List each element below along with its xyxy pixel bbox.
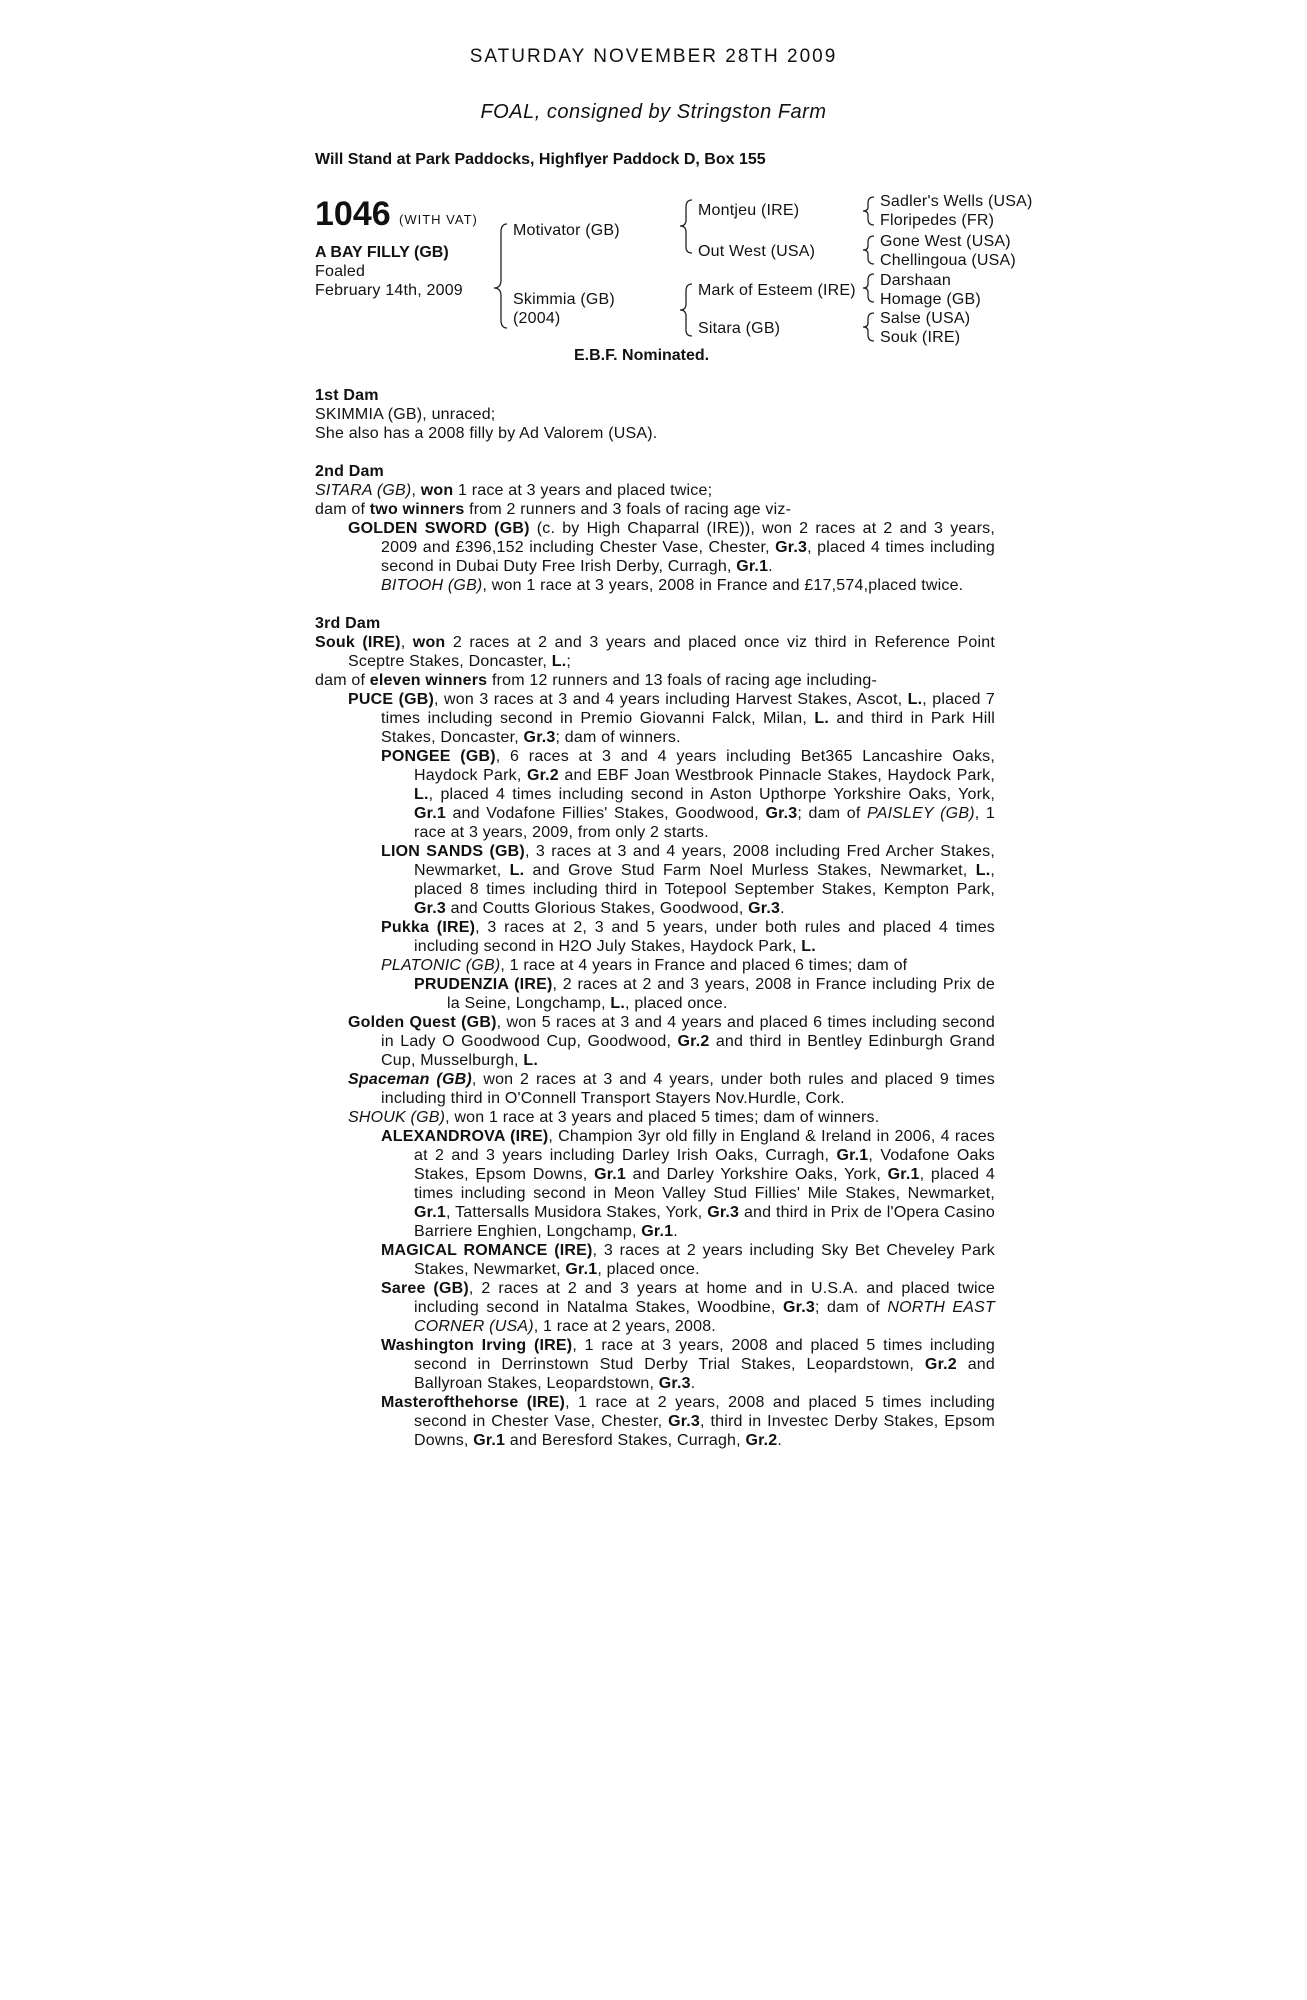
grade: Gr.3 [707,1204,740,1221]
text: dam of [315,672,370,689]
dam-year: (2004) [513,310,561,327]
text: , 2 races at 2 and 3 years at home and in U.S.A. and placed twice including second in Natalma Stakes, Woodbine, [414,1280,996,1316]
produce-entry [348,519,995,576]
consignor-line: FOAL, consigned by Stringston Farm [480,101,827,123]
dam-sire: Mark of Esteem (IRE) [698,282,856,299]
text: , placed 4 times including second in Meon Valley Stud Fillies' Mile Stakes, Newmarket, [414,1166,995,1202]
text: dam of [315,501,370,518]
horse-name: LION SANDS (GB) [381,843,525,860]
winners-count: two winners [369,501,465,518]
horse-name: ALEXANDROVA (IRE) [381,1128,549,1145]
grade: Gr.3 [523,729,556,746]
ebf-nominated: E.B.F. Nominated. [574,347,710,364]
text: and Grove Stud Farm Noel Murless Stakes, Newmarket, [524,862,976,879]
g3-darshaan: Darshaan [880,272,951,289]
horse-name: Pukka (IRE) [381,919,476,936]
grade: Gr.2 [526,767,559,784]
dam-of-line [315,671,995,690]
horse-name: Saree (GB) [381,1280,469,1297]
foaled-label: Foaled [315,263,366,280]
produce-entry [348,1070,995,1108]
won-label: won [412,634,446,651]
horse-name: SITARA (GB) [315,482,412,499]
text: , won 2 races at 3 and 4 years, under both rules and placed 9 times including third in O'Connell Transport Stayers Nov.Hurdle, Cork. [381,1071,995,1107]
text: , 1 race at 2 years, 2008. [533,1318,716,1335]
brace-g1 [863,197,874,225]
text: , placed once. [625,995,728,1012]
grade: Gr.1 [473,1432,506,1449]
horse-name: Washington Irving (IRE) [381,1337,573,1354]
text: , won 5 races at 3 and 4 years and placed 6 times including second in Lady O Goodwood Cup, Goodwood, [381,1014,995,1050]
grade: Gr.1 [836,1147,869,1164]
text: , [400,634,413,651]
grade: Gr.1 [414,1204,446,1221]
first-dam-line: SKIMMIA (GB), unraced; [315,406,496,423]
text: . [777,1432,783,1449]
produce-entry [381,1279,995,1336]
text: . [768,558,773,575]
text: . [673,1223,678,1240]
grade: Gr.3 [668,1413,701,1430]
horse-name: PRUDENZIA (IRE) [414,976,553,993]
text: ; dam of [814,1299,888,1316]
sire-dam: Out West (USA) [698,243,816,260]
sire: Motivator (GB) [513,222,620,239]
first-dam-section [315,386,995,443]
text: 2 races at 2 and 3 years and placed once viz third in Reference Point Sceptre Stakes, Doncaster, [348,634,996,670]
produce-entry [381,1127,995,1241]
produce-entry [381,842,995,918]
produce-entry [381,1393,995,1450]
grade: Gr.1 [887,1166,920,1183]
text: , 2 races at 2 and 3 years, 2008 in France including Prix de la Seine, Longchamp, [447,976,996,1012]
text: , 3 races at 3 and 4 years, 2008 including Fred Archer Stakes, Newmarket, [414,843,995,879]
grade: L. [509,862,525,879]
text: , 3 races at 2, 3 and 5 years, under both rules and placed 4 times including second in H2O July Stakes, Haydock Park, [414,919,995,955]
produce-entry [381,1336,995,1393]
brace-g2 [863,236,874,264]
g3-sadlers-wells: Sadler's Wells (USA) [880,193,1033,210]
grade: Gr.3 [783,1299,815,1316]
grade: Gr.3 [658,1375,691,1392]
foaled-date: February 14th, 2009 [315,282,463,299]
text: , Champion 3yr old filly in England & Ireland in 2006, 4 races at 2 and 3 years including Darley Irish Oaks, Curragh, [414,1128,995,1164]
text: ; [566,653,572,670]
horse-name: Spaceman (GB) [348,1071,472,1088]
text: , 6 races at 3 and 4 years including Bet365 Lancashire Oaks, Haydock Park, [414,748,995,784]
text: from 2 runners and 3 foals of racing age viz- [464,501,792,518]
grade: Gr.1 [594,1166,627,1183]
horse-name: BITOOH (GB) [381,577,483,594]
sire-sire: Montjeu (IRE) [698,202,800,219]
dam: Skimmia (GB) [513,291,615,308]
text: , third in Investec Derby Stakes, Epsom Downs, [414,1413,995,1449]
horse-name: PUCE (GB) [348,691,435,708]
text: and EBF Joan Westbrook Pinnacle Stakes, Haydock Park, [558,767,995,784]
text: . [780,900,785,917]
horse-name: SHOUK (GB) [348,1109,446,1126]
text: and third in Prix de l'Opera Casino Barriere Enghien, Longchamp, [414,1204,995,1240]
produce-entry [381,956,995,975]
grade: Gr.1 [641,1223,674,1240]
grade: Gr.1 [736,558,769,575]
grade: Gr.1 [414,805,446,822]
text: , 3 races at 2 years including Sky Bet Cheveley Park Stakes, Newmarket, [414,1242,996,1278]
sale-date: SATURDAY NOVEMBER 28TH 2009 [469,46,838,67]
second-dam-heading: 2nd Dam [315,463,384,480]
grade: L. [414,786,429,803]
text: (c. by High Chaparral (IRE)), won 2 races at 2 and 3 years, 2009 and £396,152 including Chester Vase, Chester, [381,520,995,556]
g3-homage: Homage (GB) [880,291,981,308]
text: . [690,1375,696,1392]
text: , placed 4 times including second in Dubai Duty Free Irish Derby, Curragh, [381,539,995,575]
g3-floripedes: Floripedes (FR) [880,212,995,229]
grade: L. [523,1052,538,1069]
sire-brace [680,200,692,253]
first-dam-produce: She also has a 2008 filly by Ad Valorem (USA). [315,425,658,442]
horse-name: PLATONIC (GB) [381,957,501,974]
brace-g4 [863,313,874,341]
winners-count: eleven winners [369,672,488,689]
text: , placed once. [597,1261,700,1278]
produce-entry [381,918,995,956]
grade: L. [610,995,626,1012]
grade: L. [801,938,816,955]
text: and Darley Yorkshire Oaks, York, [626,1166,888,1183]
grade: L. [975,862,991,879]
horse-name: MAGICAL ROMANCE (IRE) [381,1242,593,1259]
main-brace [494,224,507,328]
brace-g3 [863,274,874,302]
text: , 1 race at 4 years in France and placed 6 times; dam of [500,957,908,974]
horse-name: NORTH EAST CORNER (USA) [414,1299,995,1335]
text: , won 3 races at 3 and 4 years including Harvest Stakes, Ascot, [434,691,908,708]
horse-name: Golden Quest (GB) [348,1014,497,1031]
vat-note: (WITH VAT) [399,212,478,227]
g3-gone-west: Gone West (USA) [880,233,1011,250]
third-dam-section [315,614,995,1450]
grade: Gr.2 [924,1356,957,1373]
third-dam-line [315,633,995,671]
first-dam-heading: 1st Dam [315,387,379,404]
text: and third in Bentley Edinburgh Grand Cup, Musselburgh, [381,1033,995,1069]
g3-souk: Souk (IRE) [880,329,961,346]
text: and Coutts Glorious Stakes, Goodwood, [445,900,749,917]
text: ; dam of [797,805,868,822]
grade: Gr.3 [414,900,446,917]
grade: Gr.3 [765,805,798,822]
horse-name: PONGEE (GB) [381,748,496,765]
text: , placed 4 times including second in Aston Upthorpe Yorkshire Oaks, York, [428,786,995,803]
text: , 1 race at 2 years, 2008 and placed 5 times including second in Chester Vase, Chester, [414,1394,995,1430]
grade: Gr.1 [565,1261,598,1278]
text: , Tattersalls Musidora Stakes, York, [445,1204,708,1221]
text: , placed 7 times including second in Premio Giovanni Falck, Milan, [381,691,995,727]
text: , 1 race at 3 years, 2008 and placed 5 times including second in Derrinstown Stud Derby Trial Stakes, Leopardstown, [414,1337,995,1373]
text: , 1 race at 3 years, 2009, from only 2 starts. [414,805,995,841]
grade: Gr.3 [748,900,781,917]
second-dam-section [315,462,995,595]
record-text: 1 race at 3 years and placed twice; [453,482,713,499]
third-dam-heading: 3rd Dam [315,615,381,632]
lot-name: A BAY FILLY (GB) [315,244,449,261]
text: and Vodafone Fillies' Stakes, Goodwood, [445,805,766,822]
produce-entry [381,576,995,595]
g3-salse: Salse (USA) [880,310,971,327]
horse-name: Souk (IRE) [315,634,401,651]
text: , placed 8 times including third in Totepool September Stakes, Kempton Park, [414,862,995,898]
grade: Gr.3 [775,539,808,556]
produce-entry [348,1013,995,1070]
dam-dam: Sitara (GB) [698,320,781,337]
dam-of-line [315,500,995,519]
text: from 12 runners and 13 foals of racing age including- [487,672,877,689]
horse-name: GOLDEN SWORD (GB) [348,520,530,537]
stand-location: Will Stand at Park Paddocks, Highflyer Paddock D, Box 155 [315,151,766,168]
grade: Gr.2 [745,1432,778,1449]
grade: L. [551,653,567,670]
produce-entry [414,975,995,1013]
text: , won 1 race at 3 years and placed 5 times; dam of winners. [445,1109,880,1126]
text: , Vodafone Oaks Stakes, Epsom Downs, [414,1147,995,1183]
produce-entry [348,690,995,747]
second-dam-line: SITARA (GB), won 1 race at 3 years and placed twice; [315,482,713,499]
text: ; dam of winners. [555,729,681,746]
text: and Ballyroan Stakes, Leopardstown, [414,1356,995,1392]
horse-name: PAISLEY (GB) [867,805,975,822]
text: and third in Park Hill Stakes, Doncaster, [381,710,996,746]
produce-entry [381,1241,995,1279]
grade: L. [907,691,923,708]
g3-chellingoua: Chellingoua (USA) [880,252,1016,269]
text: , won 1 race at 3 years, 2008 in France and £17,574,placed twice. [482,577,964,594]
dam-brace [680,284,692,336]
lot-number: 1046 [315,195,391,233]
pedigree-braces [0,0,1307,360]
grade: Gr.2 [677,1033,710,1050]
won-label: won [420,482,454,499]
produce-entry [381,747,995,842]
grade: L. [814,710,830,727]
produce-entry [348,1108,995,1127]
horse-name: Masterofthehorse (IRE) [381,1394,566,1411]
text: and Beresford Stakes, Curragh, [505,1432,746,1449]
